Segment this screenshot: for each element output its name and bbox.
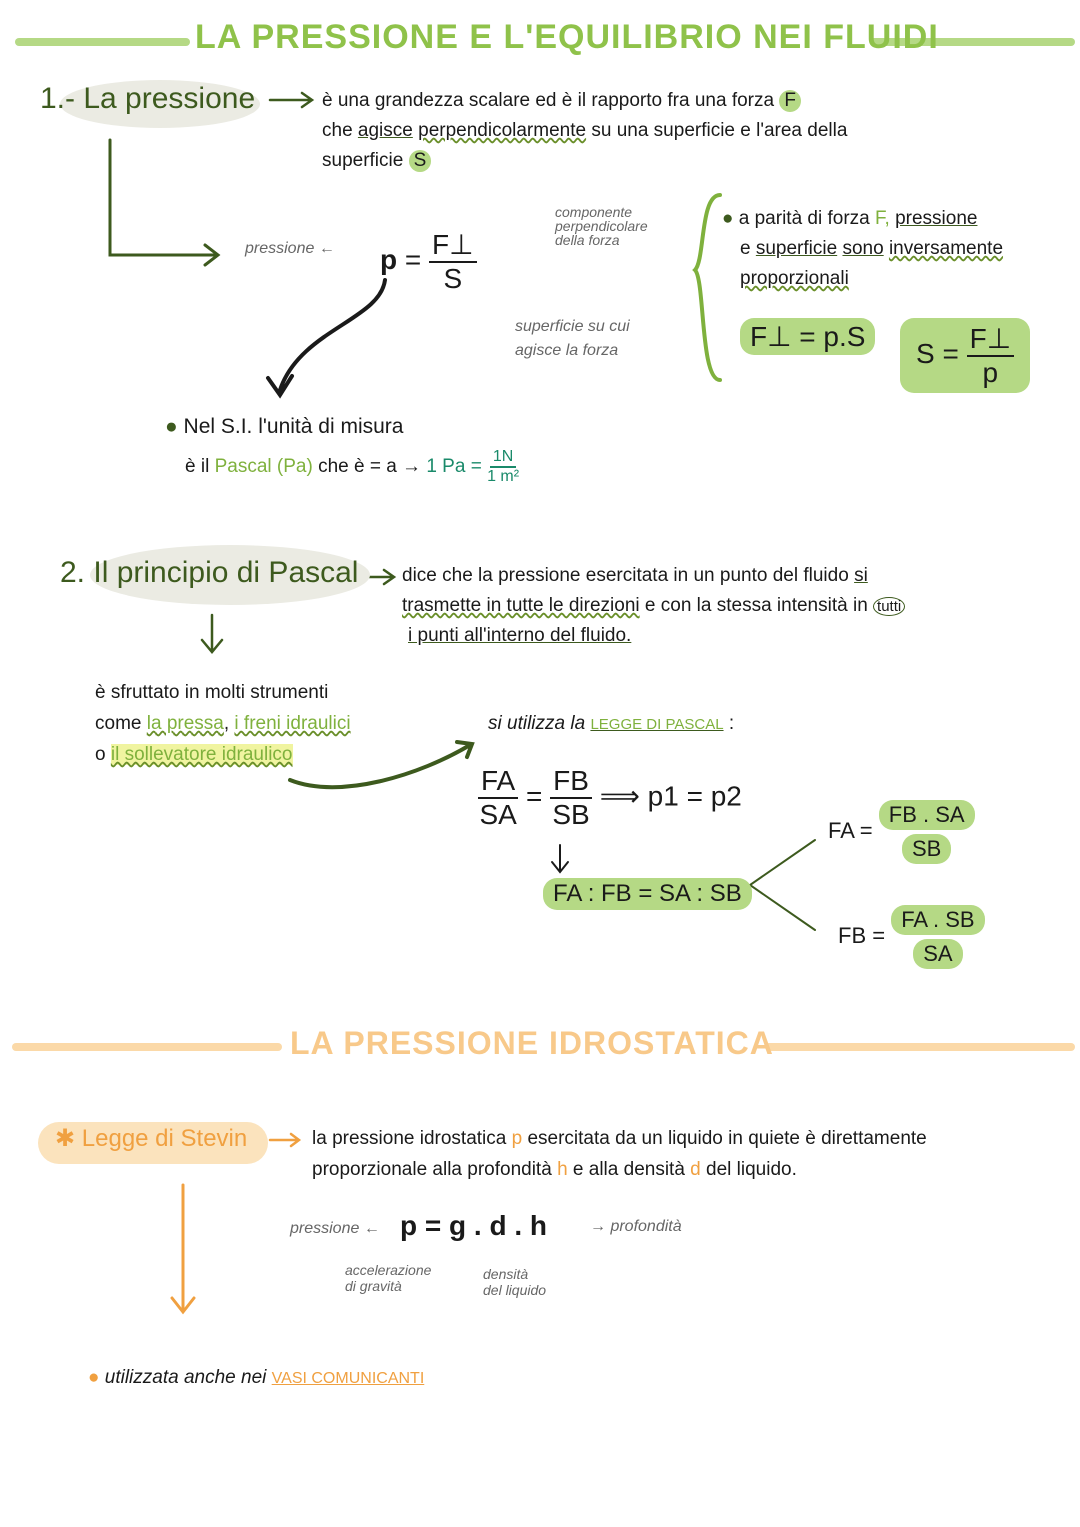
arrow-to-legge [290,742,472,787]
label-pressione-3: pressione ← [290,1220,380,1237]
def2-line1: dice che la pressione esercitata in un punto del fluido si [402,565,868,586]
page-title: LA PRESSIONE E L'EQUILIBRIO NEI FLUIDI [195,18,939,56]
title2-bar-right [765,1043,1075,1051]
def3-line1: la pressione idrostatica p esercitata da un liquido in quiete è direttamente [312,1128,927,1149]
branch-lines [750,840,815,930]
fb-formula: FB = FA . SB SA [838,905,985,969]
bullet-inverse-line3: proporzionali [740,268,849,289]
def1-line3: superficie S [322,150,431,172]
def2-line2: trasmette in tutte le direzioni e con la stessa intensità in tutti [402,595,905,617]
section2-heading: 2. Il principio di Pascal [60,556,359,589]
label-accelerazione: accelerazione di gravità [345,1262,432,1294]
vasi-line: ● utilizzata anche nei VASI COMUNICANTI [88,1367,425,1388]
section-title-2: LA PRESSIONE IDROSTATICA [290,1025,774,1061]
def1-line2: che agisce perpendicolarmente su una superficie e l'area della [322,120,848,141]
si-line2: è il Pascal (Pa) che è = a → 1 Pa = $\frac{1N}{\text{1 m²}}$ [185,448,520,485]
arrow-down2 [202,615,222,652]
connector-arrow [110,140,215,255]
arrow-to-si [268,280,385,395]
label-superficie: superficie su cui agisce la forza [515,318,630,359]
proportion-box: FA : FB = SA : SB [543,878,752,910]
section1-heading: 1.- La pressione [40,82,256,115]
pressure-formula: p = $\frac{F\perp}{S}$ [380,228,477,295]
title-bar-left [15,38,190,46]
bullet-inverse-line2: e superficie sono inversamente [740,238,1004,259]
bullet-inverse: ● a parità di forza F, pressione [722,208,978,229]
arrow-def3 [270,1134,299,1146]
formula-box-force: F⊥ = p.S [740,318,875,355]
label-componente: componente perpendicolare della forza [555,204,648,248]
arrow-down3 [172,1185,194,1312]
stevin-formula: p = g . d . h [400,1210,547,1241]
use-line1: è sfruttato in molti strumenti [95,682,329,703]
label-pressione: pressione ← [245,240,335,257]
def1-line1: è una grandezza scalare ed è il rapporto fra una forza F [322,90,801,112]
curly-brace [695,195,720,380]
label-profondita: → profondità [590,1218,682,1235]
use-line3: o il sollevatore idraulico [95,744,293,765]
arrow-def1 [270,93,312,107]
legge-pascal: si utilizza la LEGGE DI PASCAL : [488,713,735,734]
pascal-equation: $\frac{FA}{SA}$ = $\frac{FB}{SB}$ ⟹ p1 = p2 [479,765,742,830]
def3-line2: proporzionale alla profondità h e alla densità d del liquido. [312,1159,797,1180]
label-densita: densità del liquido [483,1266,547,1298]
arrow-down-prop [552,845,568,872]
title2-bar-left [12,1043,282,1051]
fa-formula: FA = FB . SA SB [828,800,975,864]
formula-box-surface: S = $\frac{F\perp}{p}$ [900,318,1030,393]
si-line1: ● Nel S.I. l'unità di misura [165,415,404,438]
use-line2: come la pressa, i freni idraulici [95,713,351,734]
def2-line3: i punti all'interno del fluido. [408,625,632,646]
section3-heading: ✱ Legge di Stevin [55,1125,248,1152]
